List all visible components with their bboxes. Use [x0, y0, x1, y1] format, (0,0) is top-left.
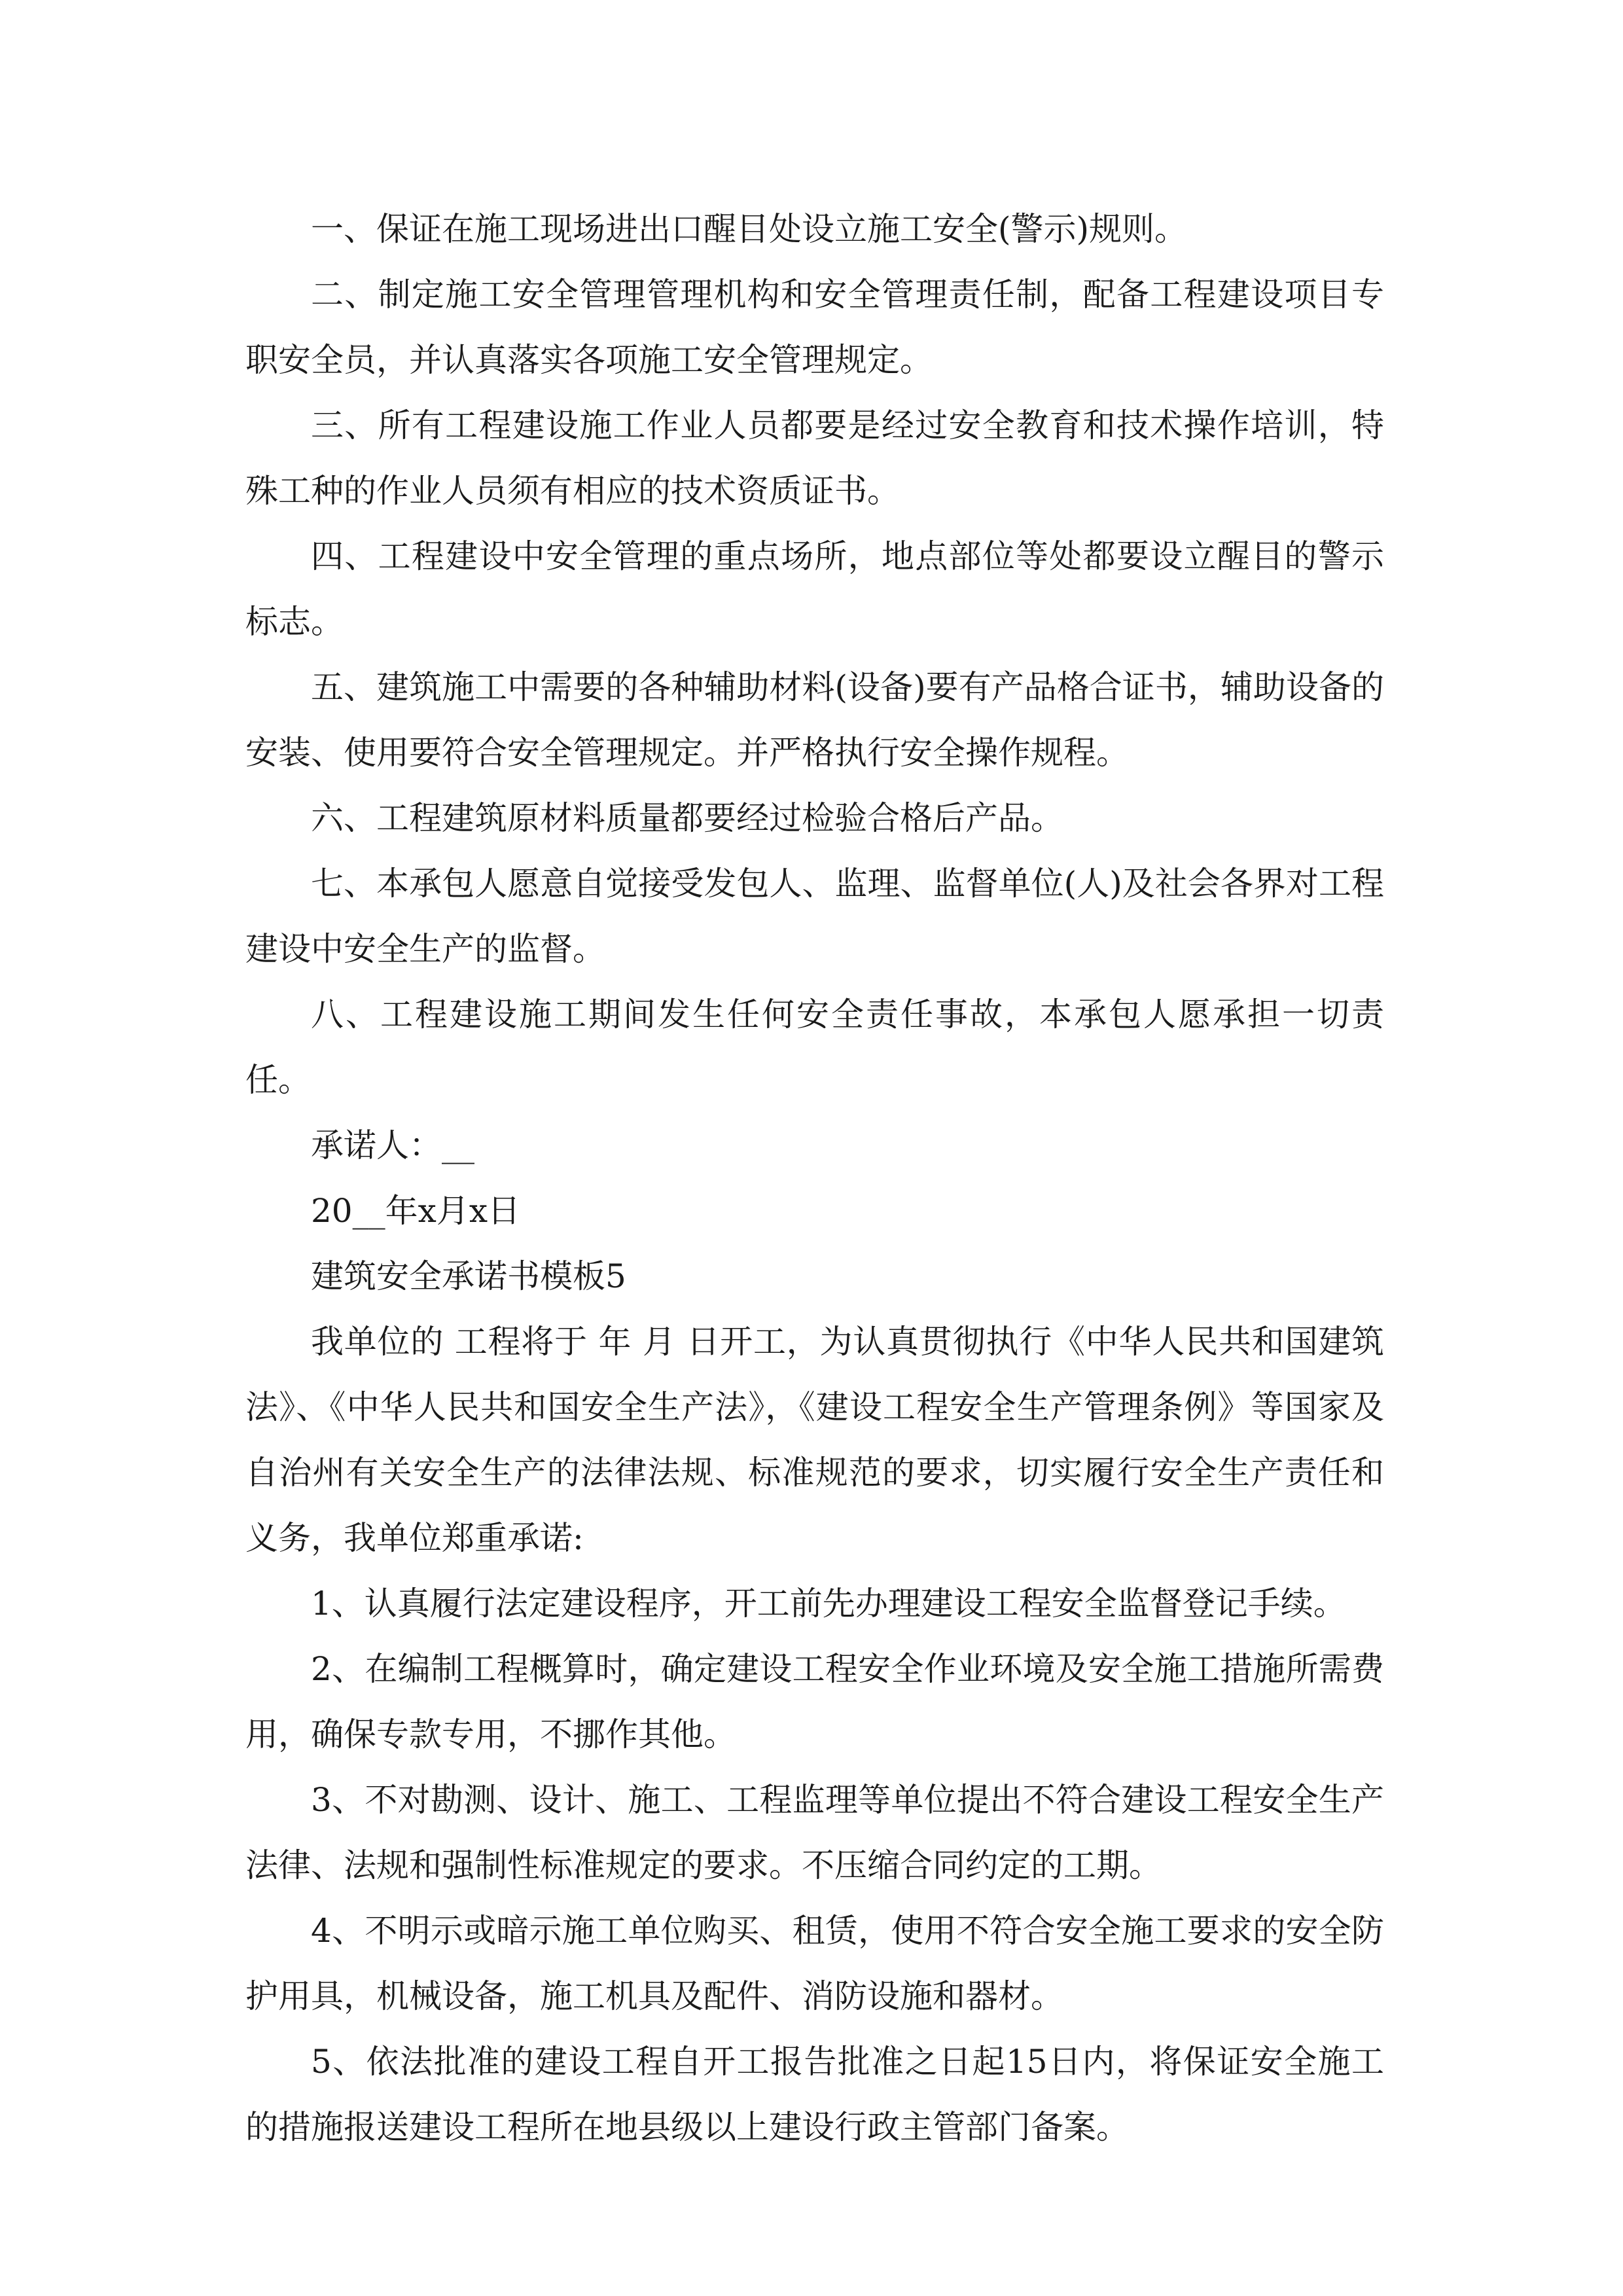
- intro-paragraph: 我单位的 工程将于 年 月 日开工，为认真贯彻执行《中华人民共和国建筑法》、《中华人民共和国安全生产法》，《建设工程安全生产管理条例》等国家及自治州有关安全生产的法律法规、标准规范的要求，切实履行安全生产责任和义务，我单位郑重承诺:: [245, 1323, 1384, 1557]
- commitment-1: 1、认真履行法定建设程序，开工前先办理建设工程安全监督登记手续。: [311, 1585, 1346, 1623]
- date-line: 20__年x月x日: [311, 1192, 521, 1230]
- paragraph-1: 一、保证在施工现场进出口醒目处设立施工安全(警示)规则。: [311, 210, 1188, 248]
- commitment-4: 4、不明示或暗示施工单位购买、租赁，使用不符合安全施工要求的安全防护用具，机械设备，施工机具及配件、消防设施和器材。: [245, 1912, 1384, 2015]
- signatory-line: 承诺人：__: [311, 1126, 474, 1164]
- section-title: 建筑安全承诺书模板5: [311, 1257, 626, 1295]
- paragraph-8: 八、工程建设施工期间发生任何安全责任事故，本承包人愿承担一切责任。: [245, 996, 1384, 1099]
- paragraph-5: 五、建筑施工中需要的各种辅助材料(设备)要有产品格合证书，辅助设备的安装、使用要符合安全管理规定。并严格执行安全操作规程。: [245, 668, 1384, 772]
- commitment-5: 5、依法批准的建设工程自开工报告批准之日起15日内，将保证安全施工的措施报送建设工程所在地县级以上建设行政主管部门备案。: [245, 2043, 1384, 2146]
- commitment-3: 3、不对勘测、设计、施工、工程监理等单位提出不符合建设工程安全生产法律、法规和强制性标准规定的要求。不压缩合同约定的工期。: [245, 1781, 1384, 1884]
- paragraph-2: 二、制定施工安全管理管理机构和安全管理责任制，配备工程建设项目专职安全员，并认真落实各项施工安全管理规定。: [245, 276, 1384, 379]
- paragraph-4: 四、工程建设中安全管理的重点场所，地点部位等处都要设立醒目的警示标志。: [245, 537, 1384, 641]
- document-body: [245, 196, 1384, 2160]
- paragraph-7: 七、本承包人愿意自觉接受发包人、监理、监督单位(人)及社会各界对工程建设中安全生产的监督。: [245, 865, 1384, 968]
- paragraph-3: 三、所有工程建设施工作业人员都要是经过安全教育和技术操作培训，特殊工种的作业人员须有相应的技术资质证书。: [245, 406, 1384, 510]
- paragraph-6: 六、工程建筑原材料质量都要经过检验合格后产品。: [311, 799, 1063, 837]
- commitment-2: 2、在编制工程概算时，确定建设工程安全作业环境及安全施工措施所需费用，确保专款专用，不挪作其他。: [245, 1650, 1384, 1753]
